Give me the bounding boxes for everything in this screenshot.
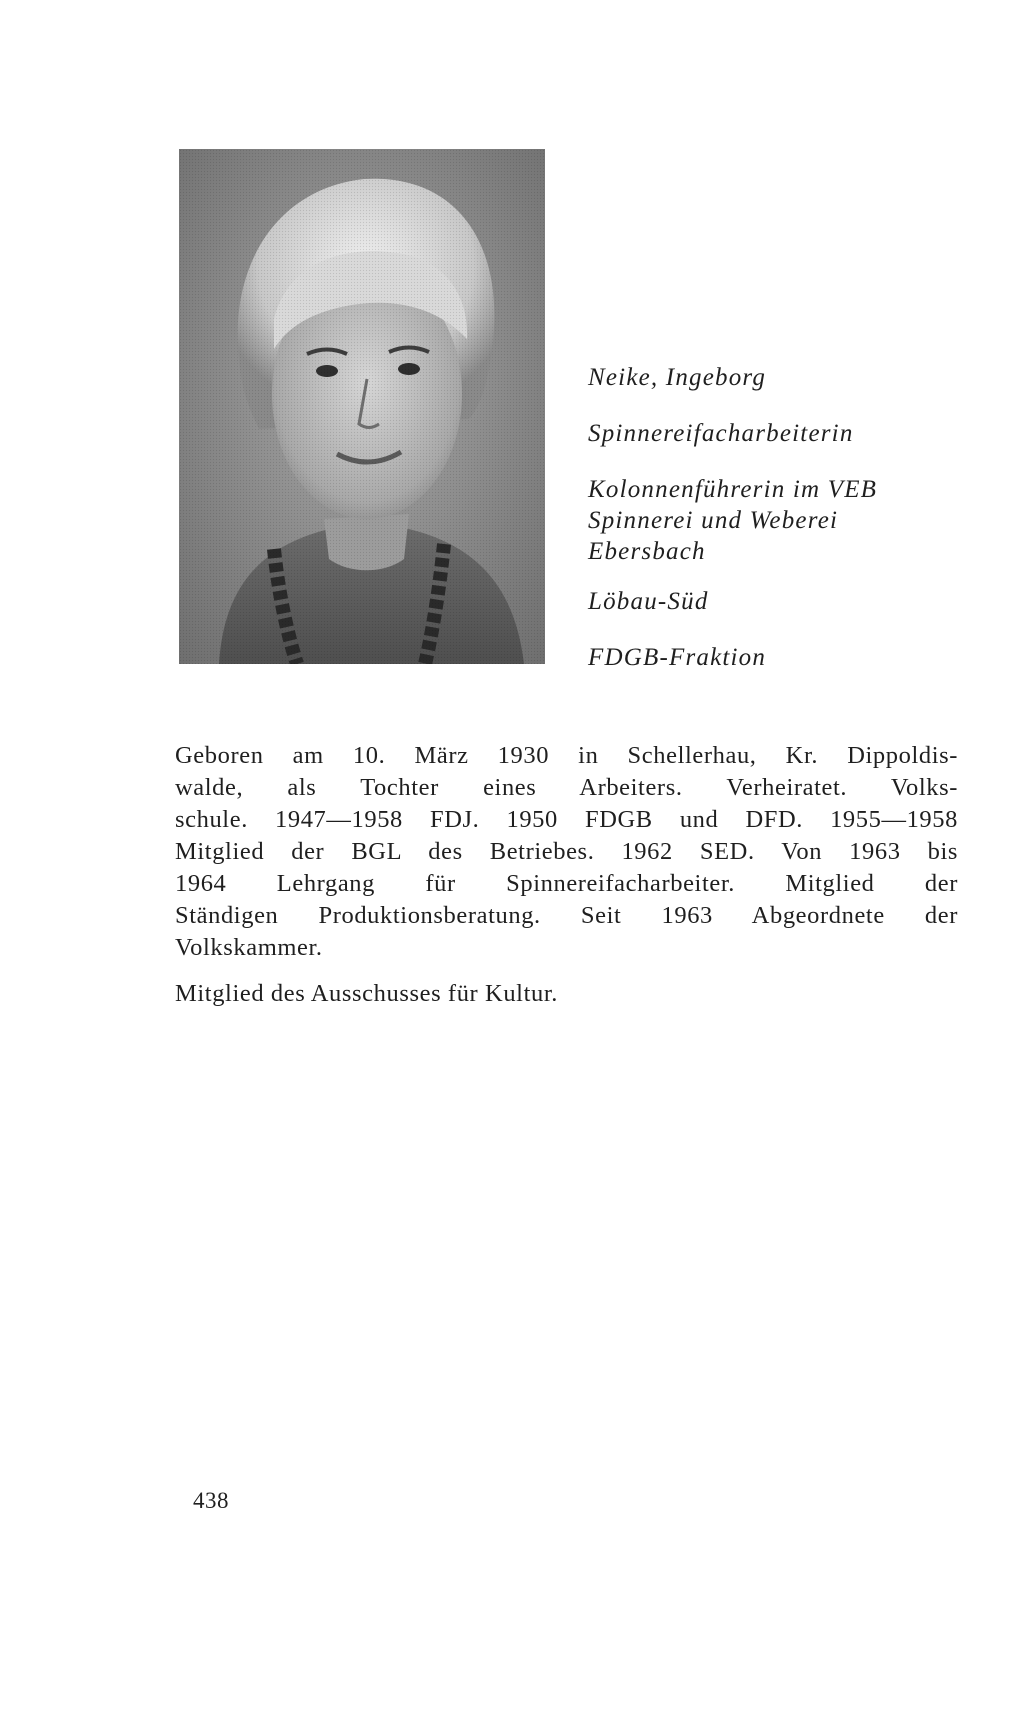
page-number: 438 [193,1488,229,1513]
biography-line: Geboren am 10. März 1930 in Schellerhau, Kr. Dippoldis- [175,742,958,769]
deputy-profession: Spinnereifacharbeiterin [588,420,854,447]
deputy-constituency: Löbau-Süd [588,588,709,615]
biography-line: 1964 Lehrgang für Spinnereifacharbeiter. Mitglied der [175,870,958,897]
committee-membership: Mitglied des Ausschusses für Kultur. [175,980,558,1007]
biography-line: Volkskammer. [175,934,323,961]
biography-line: Ständigen Produktionsberatung. Seit 1963 Abgeordnete der [175,902,958,929]
deputy-position-line: Spinnerei und Weberei [588,507,839,534]
deputy-name: Neike, Ingeborg [588,364,767,391]
deputy-faction: FDGB-Fraktion [588,644,767,671]
deputy-position-line: Kolonnenführerin im VEB [588,476,878,503]
portrait-photo-graphic [179,149,545,664]
deputy-position [588,474,877,567]
portrait-photo [179,149,545,664]
biography-paragraph [175,740,958,964]
deputy-position-line: Ebersbach [588,538,706,565]
biography-line: schule. 1947—1958 FDJ. 1950 FDGB und DFD. 1955—1958 [175,806,958,833]
biography-line: Mitglied der BGL des Betriebes. 1962 SED. Von 1963 bis [175,838,958,865]
biography-line: walde, als Tochter eines Arbeiters. Verheiratet. Volks- [175,774,958,801]
